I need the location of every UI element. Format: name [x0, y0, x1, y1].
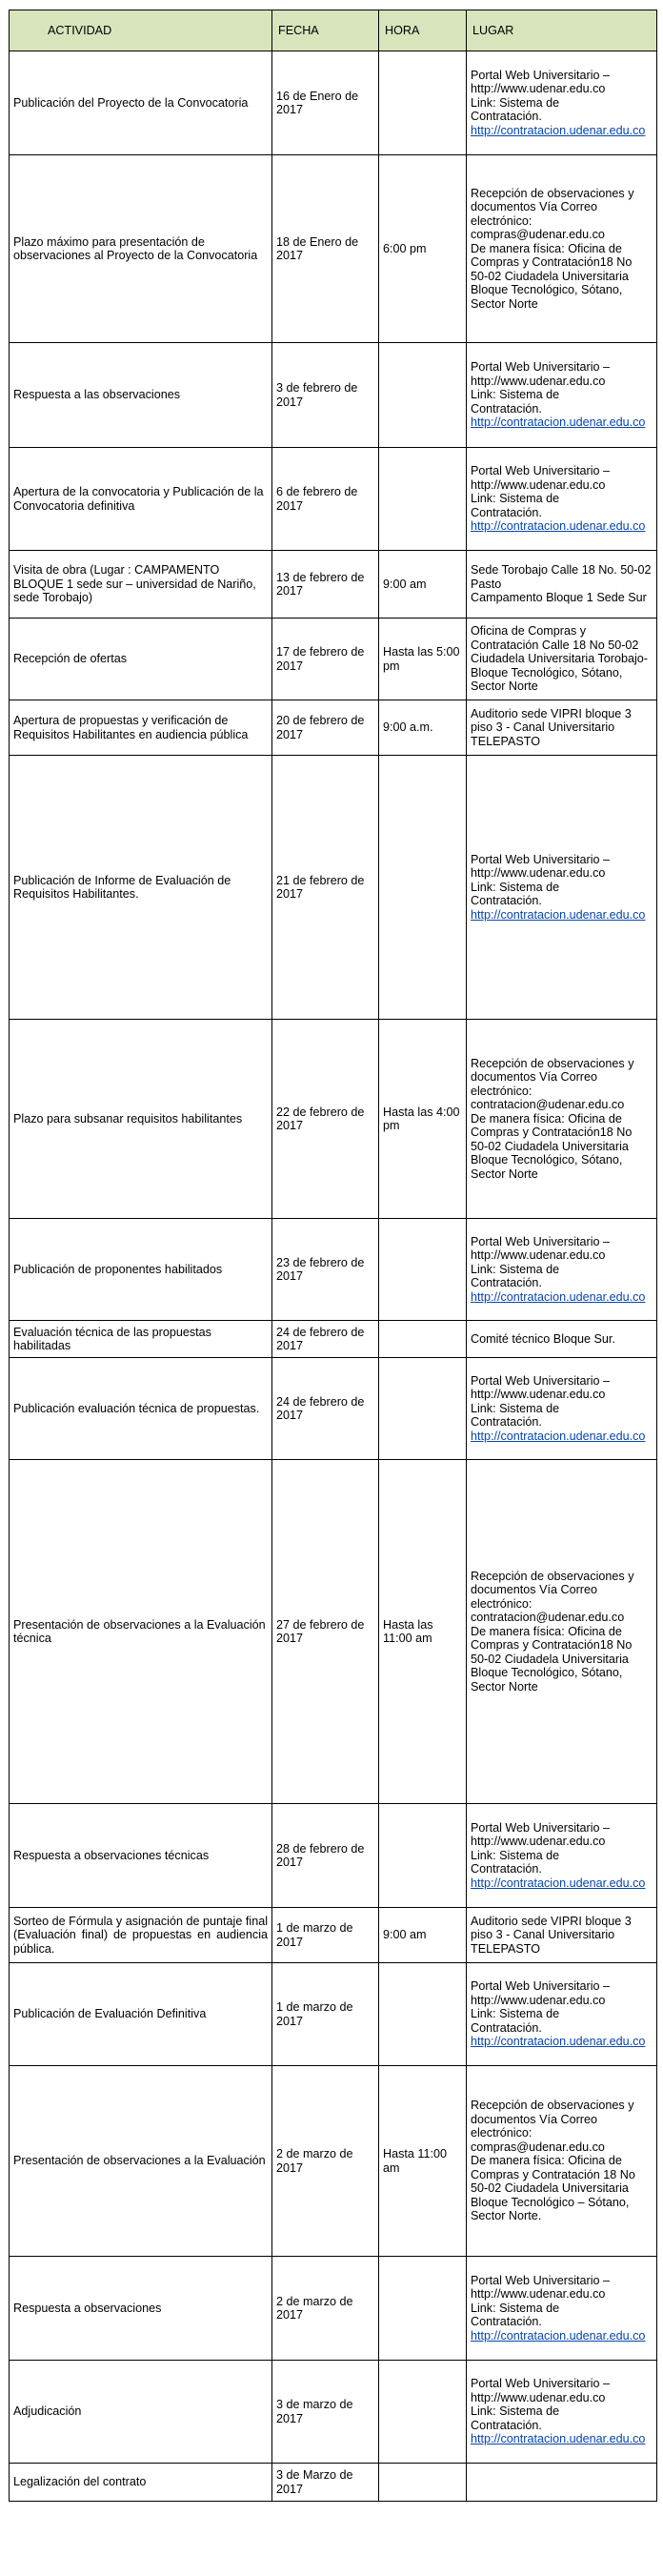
cell-hora: Hasta las 4:00 pm [379, 1020, 467, 1219]
cell-hora: 6:00 pm [379, 155, 467, 343]
lugar-line: http://www.udenar.edu.co [471, 374, 606, 388]
cell-fecha: 2 de marzo de 2017 [272, 2066, 379, 2257]
lugar-line: documentos Vía Correo electrónico: [471, 2112, 598, 2140]
cell-hora [379, 2361, 467, 2464]
cell-actividad: Apertura de propuestas y verificación de Requisitos Habilitantes en audiencia pública [10, 700, 272, 756]
cell-actividad: Publicación de proponentes habilitados [10, 1219, 272, 1321]
cell-actividad: Sorteo de Fórmula y asignación de puntaje final (Evaluación final) de propuestas en audiencia pública. [10, 1908, 272, 1963]
lugar-line: Contratación. [471, 2020, 542, 2035]
lugar-line: Link: Sistema de [471, 1401, 560, 1415]
table-row [10, 1804, 657, 1908]
lugar-line: Link: Sistema de [471, 880, 560, 894]
contratacion-link[interactable]: http://contratacion.udenar.edu.co [471, 907, 646, 922]
lugar-line: Link: Sistema de [471, 2007, 560, 2021]
lugar-line: De manera física: Oficina de Compras y Contratación18 No 50-02 Ciudadela Universitaria [471, 1624, 633, 1666]
lugar-line: documentos Vía Correo electrónico: [471, 1070, 598, 1098]
contratacion-link[interactable]: http://contratacion.udenar.edu.co [471, 1876, 646, 1890]
cell-fecha: 1 de marzo de 2017 [272, 1908, 379, 1963]
cell-hora [379, 51, 467, 155]
lugar-line: Portal Web Universitario – [471, 68, 611, 82]
lugar-line: Contratación. [471, 1276, 542, 1290]
lugar-line: De manera física: Oficina de Compras y Contratación 18 No 50-02 Ciudadela Universitaria Bloque Tecnológico – Sótano, Sector Norte. [471, 2154, 635, 2223]
cell-hora [379, 1219, 467, 1321]
cell-fecha: 3 de Marzo de 2017 [272, 2464, 379, 2502]
cell-hora [379, 1804, 467, 1908]
lugar-line: http://www.udenar.edu.co [471, 2287, 606, 2302]
lugar-line: http://www.udenar.edu.co [471, 866, 606, 881]
cell-lugar [467, 155, 657, 343]
cell-fecha: 16 de Enero de 2017 [272, 51, 379, 155]
lugar-line: Bloque Tecnológico, Sótano, Sector Norte [471, 1153, 623, 1181]
table-row [10, 2464, 657, 2502]
lugar-line: Portal Web Universitario – [471, 464, 611, 478]
contratacion-link[interactable]: http://contratacion.udenar.edu.co [471, 1289, 646, 1304]
lugar-line: Auditorio sede VIPRI bloque 3 piso 3 - Canal Universitario TELEPASTO [471, 1914, 632, 1956]
table-row [10, 1358, 657, 1460]
cell-lugar [467, 2361, 657, 2464]
cell-hora [379, 756, 467, 1020]
table-row [10, 756, 657, 1020]
lugar-line: http://www.udenar.edu.co [471, 1835, 606, 1849]
contratacion-link[interactable]: http://contratacion.udenar.edu.co [471, 519, 646, 534]
lugar-line: Link: Sistema de [471, 95, 560, 110]
cell-hora [379, 448, 467, 551]
lugar-line: Link: Sistema de [471, 388, 560, 402]
table-row [10, 1963, 657, 2066]
lugar-line: Contratación. [471, 1862, 542, 1876]
table-row [10, 700, 657, 756]
cell-fecha: 1 de marzo de 2017 [272, 1963, 379, 2066]
header-fecha: FECHA [272, 10, 379, 51]
lugar-line: documentos Vía Correo electrónico: [471, 1583, 598, 1611]
lugar-line: Link: Sistema de [471, 1262, 560, 1276]
table-row [10, 51, 657, 155]
contratacion-link[interactable]: http://contratacion.udenar.edu.co [471, 2035, 646, 2049]
cell-fecha: 3 de marzo de 2017 [272, 2361, 379, 2464]
cell-actividad: Plazo máximo para presentación de observaciones al Proyecto de la Convocatoria [10, 155, 272, 343]
cell-fecha: 3 de febrero de 2017 [272, 343, 379, 448]
lugar-line: compras@udenar.edu.co [471, 228, 605, 242]
cell-actividad: Presentación de observaciones a la Evaluación técnica [10, 1460, 272, 1804]
table-row [10, 1020, 657, 1219]
lugar-line: Oficina de Compras y Contratación Calle 18 No 50-02 [471, 624, 639, 652]
lugar-line: Portal Web Universitario – [471, 2377, 611, 2391]
lugar-line: Link: Sistema de [471, 1848, 560, 1862]
cell-lugar [467, 1358, 657, 1460]
cell-lugar [467, 343, 657, 448]
cell-lugar [467, 551, 657, 619]
lugar-line: Recepción de observaciones y [471, 186, 634, 200]
lugar-line: Bloque Tecnológico, Sótano, Sector Norte [471, 283, 623, 311]
cell-fecha: 17 de febrero de 2017 [272, 619, 379, 700]
table-row [10, 1321, 657, 1358]
header-lugar: LUGAR [467, 10, 657, 51]
lugar-line: Contratación. [471, 894, 542, 908]
cell-fecha: 27 de febrero de 2017 [272, 1460, 379, 1804]
cell-fecha: 23 de febrero de 2017 [272, 1219, 379, 1321]
cell-lugar [467, 1804, 657, 1908]
table-row [10, 2361, 657, 2464]
lugar-line: compras@udenar.edu.co [471, 2140, 605, 2154]
lugar-line: Auditorio sede VIPRI bloque 3 piso 3 - Canal Universitario TELEPASTO [471, 706, 632, 748]
contratacion-link[interactable]: http://contratacion.udenar.edu.co [471, 123, 646, 137]
cell-fecha: 13 de febrero de 2017 [272, 551, 379, 619]
lugar-line: Contratación. [471, 505, 542, 519]
schedule-body [10, 51, 657, 2502]
cell-fecha: 24 de febrero de 2017 [272, 1321, 379, 1358]
cell-fecha: 6 de febrero de 2017 [272, 448, 379, 551]
lugar-line: http://www.udenar.edu.co [471, 1993, 606, 2007]
cell-hora [379, 2464, 467, 2502]
lugar-line: http://www.udenar.edu.co [471, 1388, 606, 1402]
lugar-line: Portal Web Universitario – [471, 1373, 611, 1388]
lugar-line: Recepción de observaciones y [471, 1056, 634, 1070]
table-row [10, 343, 657, 448]
cell-actividad: Legalización del contrato [10, 2464, 272, 2502]
cell-hora [379, 1321, 467, 1358]
lugar-line: De manera física: Oficina de Compras y Contratación18 No 50-02 Ciudadela Universitaria [471, 1111, 633, 1153]
cell-actividad: Respuesta a observaciones [10, 2257, 272, 2361]
contratacion-link[interactable]: http://contratacion.udenar.edu.co [471, 2432, 646, 2446]
cell-actividad: Presentación de observaciones a la Evaluación [10, 2066, 272, 2257]
lugar-line: http://www.udenar.edu.co [471, 2390, 606, 2404]
contratacion-link[interactable]: http://contratacion.udenar.edu.co [471, 1429, 646, 1443]
table-row [10, 2257, 657, 2361]
lugar-line: Portal Web Universitario – [471, 2273, 611, 2287]
cell-lugar [467, 1963, 657, 2066]
cell-hora [379, 1358, 467, 1460]
lugar-line: Portal Web Universitario – [471, 1820, 611, 1835]
lugar-line: De manera física: Oficina de Compras y Contratación18 No 50-02 Ciudadela Universitaria [471, 241, 633, 283]
contratacion-link[interactable]: http://contratacion.udenar.edu.co [471, 2328, 646, 2343]
cell-lugar [467, 700, 657, 756]
header-actividad: ACTIVIDAD [10, 10, 272, 51]
cell-lugar [467, 1908, 657, 1963]
lugar-line: http://www.udenar.edu.co [471, 1248, 606, 1263]
cell-fecha: 22 de febrero de 2017 [272, 1020, 379, 1219]
cell-hora: Hasta 11:00 am [379, 2066, 467, 2257]
lugar-line: Contratación. [471, 110, 542, 124]
cell-fecha: 2 de marzo de 2017 [272, 2257, 379, 2361]
table-row [10, 1460, 657, 1804]
cell-hora: 9:00 am [379, 551, 467, 619]
cell-actividad: Publicación de Evaluación Definitiva [10, 1963, 272, 2066]
contratacion-link[interactable]: http://contratacion.udenar.edu.co [471, 416, 646, 430]
table-row [10, 2066, 657, 2257]
cell-fecha: 24 de febrero de 2017 [272, 1358, 379, 1460]
lugar-line: Ciudadela Universitaria Torobajo- Bloque Tecnológico, Sótano, Sector Norte [471, 652, 648, 694]
lugar-line: contratacion@udenar.edu.co [471, 1098, 625, 1112]
table-row [10, 619, 657, 700]
cell-fecha: 20 de febrero de 2017 [272, 700, 379, 756]
lugar-line: Contratación. [471, 2315, 542, 2329]
table-header-row [10, 10, 657, 51]
cell-lugar [467, 756, 657, 1020]
cell-actividad: Plazo para subsanar requisitos habilitantes [10, 1020, 272, 1219]
lugar-line: Portal Web Universitario – [471, 852, 611, 866]
cell-lugar [467, 51, 657, 155]
lugar-line: Portal Web Universitario – [471, 360, 611, 375]
cell-lugar [467, 2257, 657, 2361]
cell-fecha: 18 de Enero de 2017 [272, 155, 379, 343]
lugar-line: Link: Sistema de [471, 2404, 560, 2419]
header-hora: HORA [379, 10, 467, 51]
cell-fecha: 28 de febrero de 2017 [272, 1804, 379, 1908]
lugar-line: Campamento Bloque 1 Sede Sur [471, 591, 647, 605]
cell-hora: Hasta las 5:00 pm [379, 619, 467, 700]
cell-hora [379, 343, 467, 448]
cell-lugar [467, 2464, 657, 2502]
table-row [10, 1908, 657, 1963]
table-row [10, 155, 657, 343]
table-row [10, 1219, 657, 1321]
lugar-line: Contratación. [471, 1415, 542, 1430]
lugar-line: Portal Web Universitario – [471, 1979, 611, 1994]
table-row [10, 551, 657, 619]
lugar-line: Sede Torobajo Calle 18 No. 50-02 Pasto [471, 563, 652, 591]
cell-actividad: Evaluación técnica de las propuestas habilitadas [10, 1321, 272, 1358]
cell-lugar [467, 619, 657, 700]
cell-hora [379, 1963, 467, 2066]
lugar-line: Recepción de observaciones y [471, 2099, 634, 2113]
cell-lugar [467, 1020, 657, 1219]
lugar-line: Link: Sistema de [471, 2301, 560, 2315]
lugar-line: contratacion@udenar.edu.co [471, 1611, 625, 1625]
lugar-line: Recepción de observaciones y [471, 1569, 634, 1583]
lugar-line: Bloque Tecnológico, Sótano, Sector Norte [471, 1666, 623, 1694]
cell-lugar [467, 1460, 657, 1804]
cell-lugar [467, 448, 657, 551]
table-row [10, 448, 657, 551]
lugar-line: Contratación. [471, 401, 542, 416]
lugar-line: Link: Sistema de [471, 492, 560, 506]
cell-lugar [467, 1219, 657, 1321]
cell-fecha: 21 de febrero de 2017 [272, 756, 379, 1020]
cell-hora: Hasta las 11:00 am [379, 1460, 467, 1804]
lugar-line: Comité técnico Bloque Sur. [471, 1331, 615, 1346]
cell-hora: 9:00 a.m. [379, 700, 467, 756]
cell-actividad: Apertura de la convocatoria y Publicación de la Convocatoria definitiva [10, 448, 272, 551]
cell-actividad: Adjudicación [10, 2361, 272, 2464]
lugar-line: Contratación. [471, 2418, 542, 2432]
cell-actividad: Respuesta a observaciones técnicas [10, 1804, 272, 1908]
cell-lugar [467, 2066, 657, 2257]
cell-actividad: Visita de obra (Lugar : CAMPAMENTO BLOQUE 1 sede sur – universidad de Nariño, sede Torobajo) [10, 551, 272, 619]
cell-lugar [467, 1321, 657, 1358]
cell-actividad: Publicación evaluación técnica de propuestas. [10, 1358, 272, 1460]
cell-hora: 9:00 am [379, 1908, 467, 1963]
lugar-line: http://www.udenar.edu.co [471, 477, 606, 492]
cell-actividad: Publicación del Proyecto de la Convocatoria [10, 51, 272, 155]
lugar-line: Portal Web Universitario – [471, 1234, 611, 1248]
lugar-line: documentos Vía Correo electrónico: [471, 200, 598, 228]
cell-actividad: Recepción de ofertas [10, 619, 272, 700]
cell-hora [379, 2257, 467, 2361]
cell-actividad: Respuesta a las observaciones [10, 343, 272, 448]
schedule-table [9, 10, 657, 2502]
lugar-line: http://www.udenar.edu.co [471, 82, 606, 96]
cell-actividad: Publicación de Informe de Evaluación de Requisitos Habilitantes. [10, 756, 272, 1020]
